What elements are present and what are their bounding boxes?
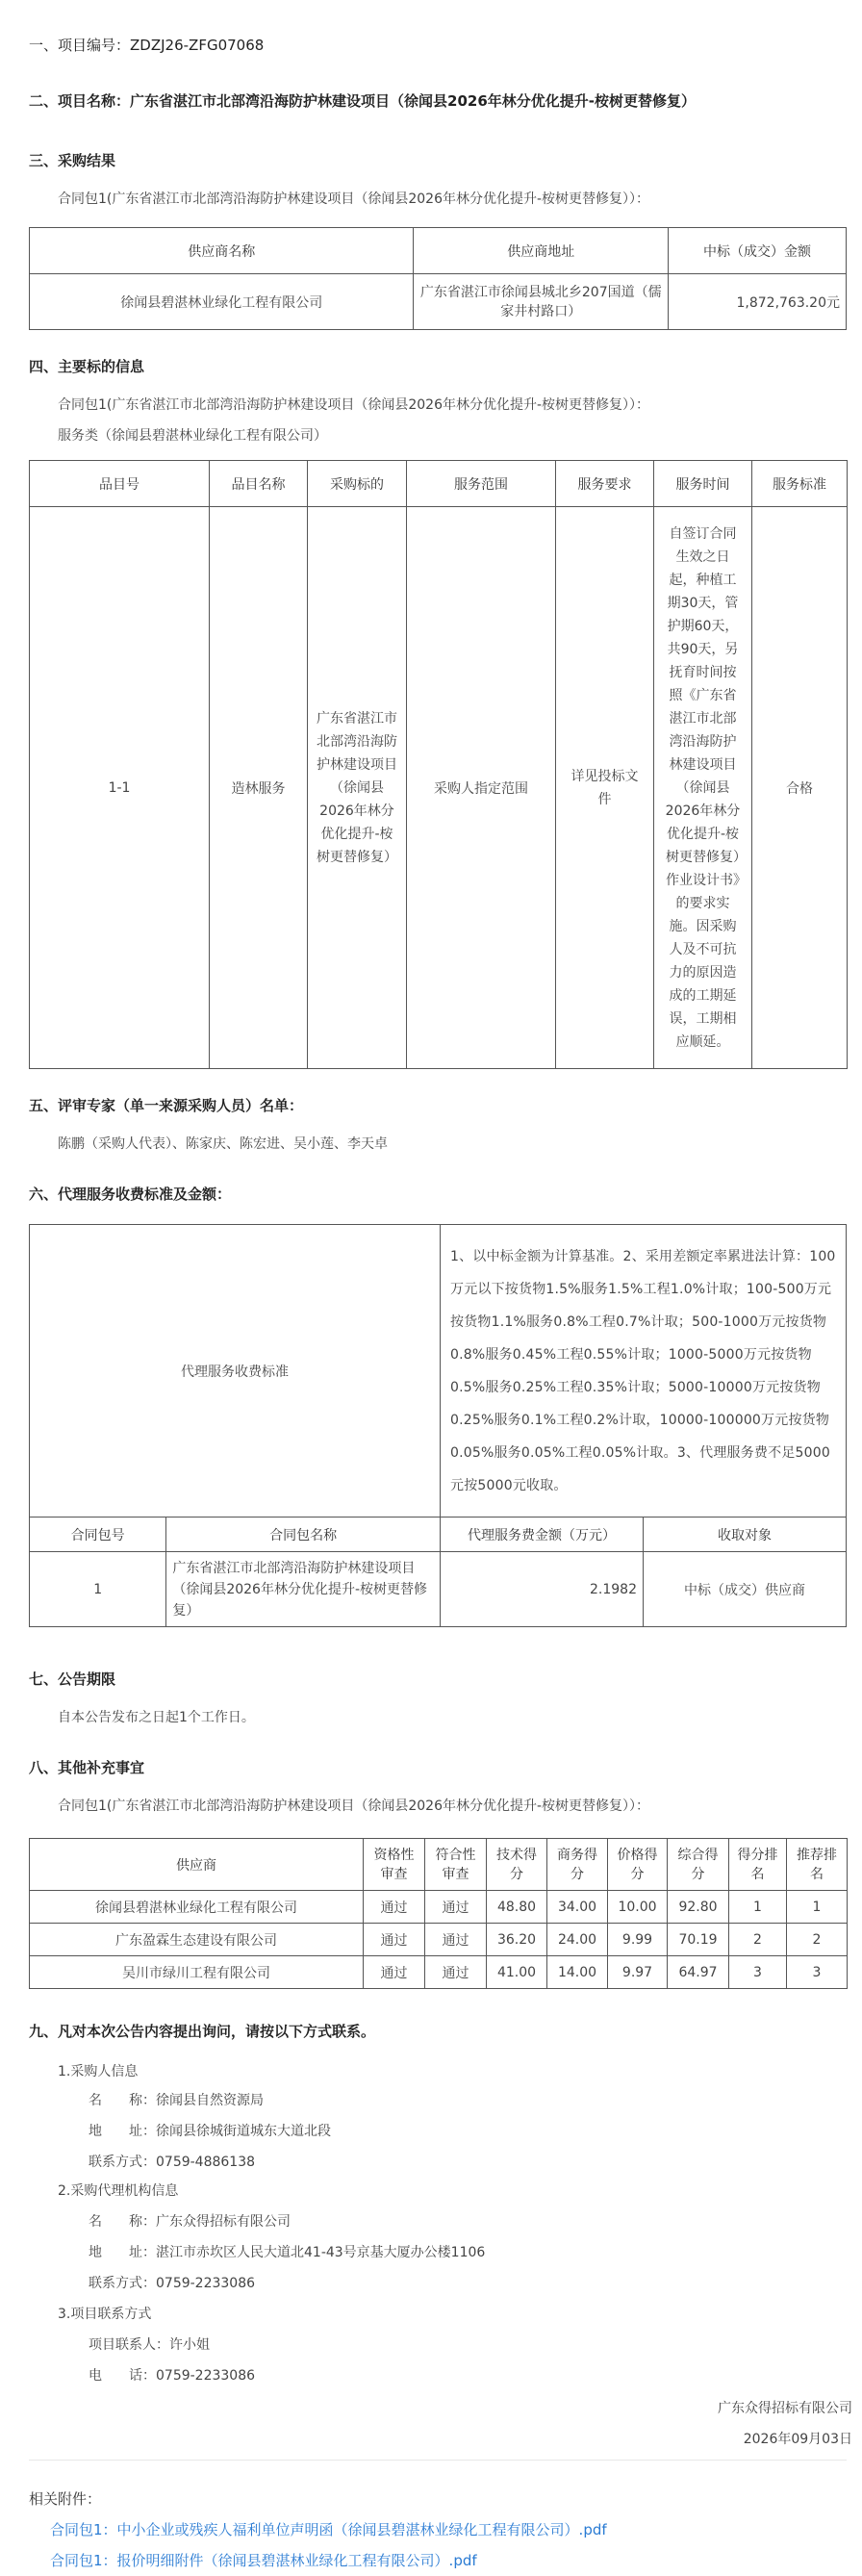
subject-name: 造林服务 bbox=[210, 507, 308, 1069]
score-recommend: 2 bbox=[787, 1924, 848, 1956]
table-row bbox=[30, 507, 848, 1069]
score-header-rank: 得分排名 bbox=[729, 1839, 787, 1891]
score-price: 10.00 bbox=[608, 1891, 668, 1924]
score-header-technical: 技术得分 bbox=[487, 1839, 547, 1891]
subject-table bbox=[29, 460, 848, 1069]
score-supplier: 吴川市绿川工程有限公司 bbox=[30, 1956, 364, 1989]
buyer-heading: 1.采购人信息 bbox=[58, 2064, 139, 2079]
score-compliance: 通过 bbox=[425, 1924, 487, 1956]
project-contact-person: 项目联系人：许小姐 bbox=[89, 2337, 210, 2353]
expert-names: 陈鹏（采购人代表）、陈家庆、陈宏进、吴小莲、李天卓 bbox=[58, 1136, 388, 1152]
buyer-name: 名 称：徐闻县自然资源局 bbox=[89, 2093, 264, 2108]
project-name-label: 二、项目名称： bbox=[29, 92, 131, 110]
fee-package-name: 广东省湛江市北部湾沿海防护林建设项目（徐闻县2026年林分优化提升-桉树更替修复） bbox=[166, 1552, 441, 1627]
score-recommend: 1 bbox=[787, 1891, 848, 1924]
score-compliance: 通过 bbox=[425, 1891, 487, 1924]
subject-service-type: 服务类（徐闻县碧湛林业绿化工程有限公司） bbox=[58, 428, 327, 444]
fee-header-amount: 代理服务费金额（万元） bbox=[441, 1518, 644, 1552]
section-experts-title: 五、评审专家（单一来源采购人员）名单： bbox=[29, 1097, 304, 1114]
subject-target: 广东省湛江市北部湾沿海防护林建设项目（徐闻县2026年林分优化提升-桉树更替修复） bbox=[308, 507, 407, 1069]
agent-phone: 联系方式：0759-2233086 bbox=[89, 2276, 256, 2291]
buyer-phone: 联系方式：0759-4886138 bbox=[89, 2155, 256, 2170]
agency-fee-table bbox=[29, 1224, 847, 1627]
subject-scope: 采购人指定范围 bbox=[407, 507, 556, 1069]
section-agency-fee-title: 六、代理服务收费标准及金额： bbox=[29, 1186, 232, 1203]
result-supplier-name: 徐闻县碧湛林业绿化工程有限公司 bbox=[30, 274, 414, 330]
result-header-amount: 中标（成交）金额 bbox=[669, 228, 847, 274]
fee-header-target: 收取对象 bbox=[644, 1518, 847, 1552]
table-row bbox=[30, 1552, 847, 1627]
buyer-address: 地 址：徐闻县徐城街道城东大道北段 bbox=[89, 2124, 331, 2139]
score-header-total: 综合得分 bbox=[668, 1839, 729, 1891]
table-row bbox=[30, 1891, 848, 1924]
divider bbox=[29, 2460, 847, 2461]
score-price: 9.97 bbox=[608, 1956, 668, 1989]
attachments-label: 相关附件： bbox=[29, 2490, 102, 2508]
fee-standard-text: 1、以中标金额为计算基准。2、采用差额定率累进法计算：100万元以下按货物1.5%服务1.5%工程1.0%计取；100-500万元按货物1.1%服务0.8%工程0.7%计取；500-1000万元按货物0.8%服务0.45%工程0.55%计取；1000-5000万元按货物0.5%服务0.25%工程0.35%计取；5000-10000万元按货物0.25%服务0.1%工程0.2%计取，10000-100000万元按货物0.05%服务0.05%工程0.05%计取。3、代理服务费不足5000元按5000元收取。 bbox=[441, 1225, 847, 1518]
score-compliance: 通过 bbox=[425, 1956, 487, 1989]
subject-code: 1-1 bbox=[30, 507, 210, 1069]
attachment-link-quote-detail[interactable]: 合同包1：报价明细附件（徐闻县碧湛林业绿化工程有限公司）.pdf bbox=[50, 2552, 477, 2569]
score-qualification: 通过 bbox=[364, 1956, 425, 1989]
score-recommend: 3 bbox=[787, 1956, 848, 1989]
agent-name: 名 称：广东众得招标有限公司 bbox=[89, 2214, 291, 2230]
attachment-link-declaration[interactable]: 合同包1：中小企业或残疾人福利单位声明函（徐闻县碧湛林业绿化工程有限公司）.pdf bbox=[50, 2521, 607, 2538]
project-number bbox=[29, 35, 264, 55]
score-header-price: 价格得分 bbox=[608, 1839, 668, 1891]
score-rank: 3 bbox=[729, 1956, 787, 1989]
subject-header-code: 品目号 bbox=[30, 461, 210, 507]
result-amount: 1,872,763.20元 bbox=[669, 274, 847, 330]
score-rank: 2 bbox=[729, 1924, 787, 1956]
score-business: 34.00 bbox=[547, 1891, 608, 1924]
score-total: 92.80 bbox=[668, 1891, 729, 1924]
score-header-qualification: 资格性审查 bbox=[364, 1839, 425, 1891]
table-row bbox=[30, 274, 847, 330]
score-technical: 41.00 bbox=[487, 1956, 547, 1989]
subject-header-requirement: 服务要求 bbox=[556, 461, 654, 507]
fee-header-package-no: 合同包号 bbox=[30, 1518, 166, 1552]
project-contact-phone: 电 话：0759-2233086 bbox=[89, 2368, 256, 2384]
result-contract-package: 合同包1(广东省湛江市北部湾沿海防护林建设项目（徐闻县2026年林分优化提升-桉树更替修复））： bbox=[58, 191, 650, 207]
fee-header-package-name: 合同包名称 bbox=[166, 1518, 441, 1552]
subject-header-time: 服务时间 bbox=[654, 461, 752, 507]
notice-period-text: 自本公告发布之日起1个工作日。 bbox=[58, 1710, 255, 1725]
score-business: 24.00 bbox=[547, 1924, 608, 1956]
agent-address: 地 址：湛江市赤坎区人民大道北41-43号京基大厦办公楼1106 bbox=[89, 2245, 486, 2260]
score-price: 9.99 bbox=[608, 1924, 668, 1956]
score-table bbox=[29, 1838, 848, 1989]
score-header-supplier: 供应商 bbox=[30, 1839, 364, 1891]
fee-amount: 2.1982 bbox=[441, 1552, 644, 1627]
score-rank: 1 bbox=[729, 1891, 787, 1924]
fee-standard-label: 代理服务收费标准 bbox=[30, 1225, 441, 1518]
score-business: 14.00 bbox=[547, 1956, 608, 1989]
score-header-business: 商务得分 bbox=[547, 1839, 608, 1891]
section-notice-period-title: 七、公告期限 bbox=[29, 1671, 116, 1688]
score-total: 64.97 bbox=[668, 1956, 729, 1989]
subject-requirement: 详见投标文件 bbox=[556, 507, 654, 1069]
score-qualification: 通过 bbox=[364, 1924, 425, 1956]
section-supplementary-title: 八、其他补充事宜 bbox=[29, 1759, 145, 1776]
result-supplier-address: 广东省湛江市徐闻县城北乡207国道（儒家井村路口） bbox=[414, 274, 669, 330]
section-contact-title: 九、凡对本次公告内容提出询问，请按以下方式联系。 bbox=[29, 2023, 376, 2040]
result-table bbox=[29, 227, 847, 330]
subject-standard: 合格 bbox=[752, 507, 848, 1069]
fee-target: 中标（成交）供应商 bbox=[644, 1552, 847, 1627]
subject-contract-package: 合同包1(广东省湛江市北部湾沿海防护林建设项目（徐闻县2026年林分优化提升-桉树更替修复））： bbox=[58, 397, 650, 413]
subject-header-scope: 服务范围 bbox=[407, 461, 556, 507]
result-header-address: 供应商地址 bbox=[414, 228, 669, 274]
score-technical: 48.80 bbox=[487, 1891, 547, 1924]
subject-service-time: 自签订合同生效之日起，种植工期30天，管护期60天，共90天，另抚育时间按照《广东省湛江市北部湾沿海防护林建设项目（徐闻县2026年林分优化提升-桉树更替修复）作业设计书》的要求实施。因采购人及不可抗力的原因造成的工期延误，工期相应顺延。 bbox=[654, 507, 752, 1069]
result-header-supplier: 供应商名称 bbox=[30, 228, 414, 274]
project-contact-heading: 3.项目联系方式 bbox=[58, 2307, 152, 2322]
table-row bbox=[30, 1956, 848, 1989]
signature-date: 2026年09月03日 bbox=[743, 2432, 852, 2447]
project-number-label: 一、项目编号： bbox=[29, 37, 131, 54]
project-name-value: 广东省湛江市北部湾沿海防护林建设项目（徐闻县2026年林分优化提升-桉树更替修复） bbox=[130, 92, 696, 110]
score-supplier: 广东盈霖生态建设有限公司 bbox=[30, 1924, 364, 1956]
subject-header-standard: 服务标准 bbox=[752, 461, 848, 507]
score-qualification: 通过 bbox=[364, 1891, 425, 1924]
section-main-subject-title: 四、主要标的信息 bbox=[29, 358, 145, 375]
score-technical: 36.20 bbox=[487, 1924, 547, 1956]
score-supplier: 徐闻县碧湛林业绿化工程有限公司 bbox=[30, 1891, 364, 1924]
score-header-recommend: 推荐排名 bbox=[787, 1839, 848, 1891]
score-total: 70.19 bbox=[668, 1924, 729, 1956]
subject-header-name: 品目名称 bbox=[210, 461, 308, 507]
section-procurement-result-title: 三、采购结果 bbox=[29, 152, 116, 169]
subject-header-target: 采购标的 bbox=[308, 461, 407, 507]
signature-organization: 广东众得招标有限公司 bbox=[718, 2401, 852, 2416]
score-contract-package: 合同包1(广东省湛江市北部湾沿海防护林建设项目（徐闻县2026年林分优化提升-桉树更替修复））： bbox=[58, 1798, 650, 1814]
project-name bbox=[29, 90, 696, 111]
table-row bbox=[30, 1924, 848, 1956]
score-header-compliance: 符合性审查 bbox=[425, 1839, 487, 1891]
agent-heading: 2.采购代理机构信息 bbox=[58, 2183, 179, 2199]
project-number-value: ZDZJ26-ZFG07068 bbox=[130, 37, 265, 54]
fee-package-no: 1 bbox=[30, 1552, 166, 1627]
